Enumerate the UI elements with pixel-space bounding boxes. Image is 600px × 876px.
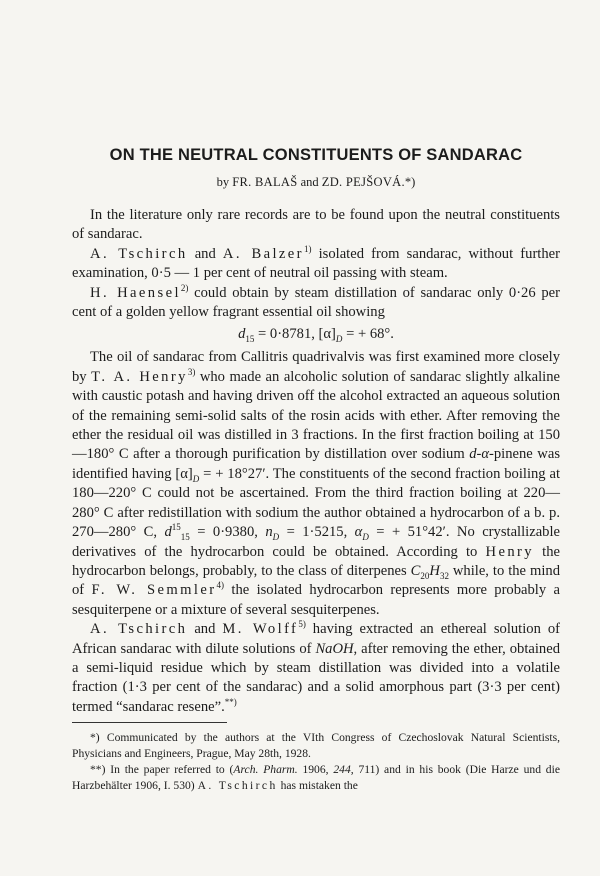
article-page bbox=[72, 146, 560, 794]
by-word: by bbox=[216, 175, 230, 189]
paragraph-4: The oil of sandarac from Callitris quadrivalvis was first examined more closely by T. A. Henry$^{3)}$ who made an alcoholic solution of sandarac slightly alkaline with caustic potash and having driven off the alcohol extracted an aqueous solution of the remaining semi-solid salts of the rosin acids with ether. After removing the ether the residual oil was distilled in 3 fractions. In the first fraction boiling at 150—180° C after a thorough purification by distillation over sodium d-α-pinene was identified having $[\alpha]_D$ = + 18°27′. The constituents of the second fraction boiling at 180—220° C could not be ascertained. From the third fraction boiling at 220—280° C after redistillation with sodium the author obtained a hydrocarbon of a b. p. 270—280° C, $d^{15}_{15} = 0\cdot 9380$, $n_D = 1\cdot 5215$, $\alpha_D$ = + 51°42′. No crystallizable derivatives of the hydrocarbon could be obtained. According to Henry the hydrocarbon belongs, probably, to the class of diterpenes $C_{20}H_{32}$ while, to the mind of F. W. Semmler$^{4)}$ the isolated hydrocarbon represents more probably a sesquiterpene or a mixture of several sesquiterpenes. bbox=[72, 349, 561, 618]
footnote-2: **) In the paper referred to (Arch. Pharm. 1906, 244, 711) and in his book (Die Harze und die Harzbehälter 1906, I. 530) A. Tschirch has mistaken the bbox=[72, 763, 560, 793]
footnotes bbox=[72, 730, 560, 794]
ref-3: 3) bbox=[187, 366, 196, 377]
paragraph-3: H. Haensel$^{2)}$ could obtain by steam distillation of sandarac only 0·26 per cent of a golden yellow fragrant essential oil showing bbox=[72, 282, 560, 321]
footnote-1: *) Communicated by the authors at the VIth Congress of Czechoslovak Natural Scientists, Physicians and Engineers, Prague, May 28th, 1928. bbox=[72, 731, 560, 761]
article-title: ON THE NEUTRAL CONSTITUENTS OF SANDARAC bbox=[109, 146, 523, 164]
and-word: and bbox=[300, 175, 319, 189]
footnote-rule bbox=[72, 722, 227, 723]
paragraph-2: A. Tschirch and A. Balzer$^{1)}$ isolated from sandarac, without further examination, 0·5 — 1 per cent of neutral oil passing with steam. bbox=[72, 243, 560, 282]
article-body bbox=[72, 206, 560, 717]
ref-2: 2) bbox=[180, 282, 189, 293]
author-2: ZD. PEJŠOVÁ. bbox=[321, 175, 405, 189]
density-formula: $d_{15} = 0\cdot 8781$, $[\alpha]_D$ = + 68°. bbox=[238, 326, 394, 345]
ref-4: 4) bbox=[216, 580, 225, 591]
paragraph-1: In the literature only rare records are to be found upon the neutral constituents of sandarac. bbox=[72, 207, 560, 243]
paragraph-5: A. Tschirch and M. Wolff$^{5)}$ having extracted an ethereal solution of African sandarac with dilute solutions of NaOH, after removing the ether, obtained a semi-liquid residue which by steam distillation was divided into a volatile fraction (1·3 per cent of the sandarac) and a solid amorphous part (3·3 per cent) termed “sandarac resene”.**) bbox=[72, 619, 560, 715]
author-line bbox=[72, 175, 560, 190]
author-footnote-mark: *) bbox=[404, 175, 416, 189]
ref-5: 5) bbox=[298, 619, 306, 630]
author-1: FR. BALAŠ bbox=[232, 175, 298, 189]
footnote-mark-2: **) bbox=[224, 696, 237, 707]
ref-1: 1) bbox=[303, 243, 312, 254]
